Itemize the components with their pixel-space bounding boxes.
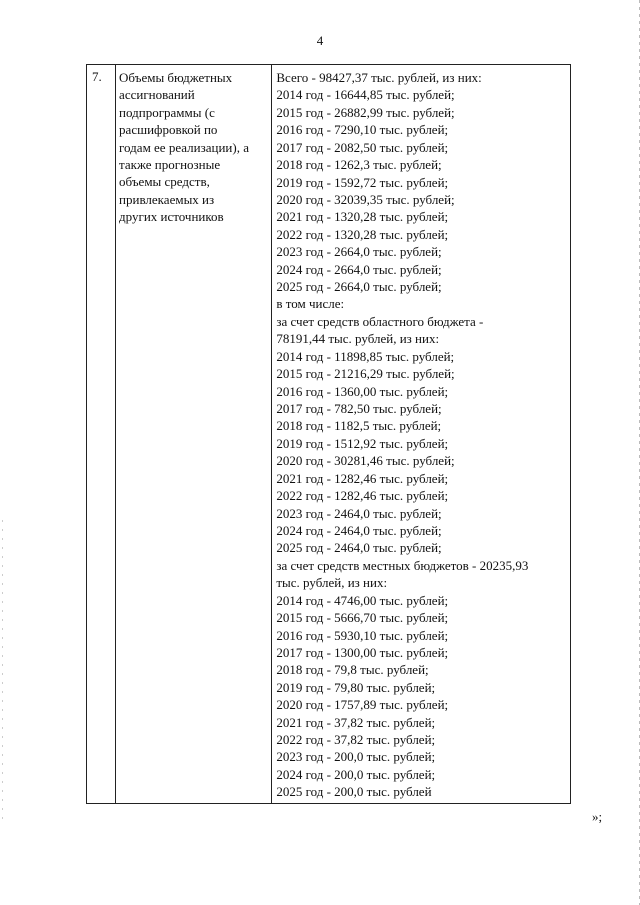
value-line: 2022 год - 1320,28 тыс. рублей; (276, 226, 449, 242)
value-line: 2014 год - 16644,85 тыс. рублей; (276, 87, 455, 103)
value-line: 2025 год - 2664,0 тыс. рублей; (276, 279, 442, 295)
description-line: других источников (119, 209, 224, 225)
budget-table (86, 64, 571, 804)
value-line: 2020 год - 1757,89 тыс. рублей; (276, 697, 449, 713)
value-line: 2024 год - 2464,0 тыс. рублей; (276, 522, 442, 538)
value-line: 2024 год - 200,0 тыс. рублей; (276, 766, 436, 782)
value-line: 2021 год - 1320,28 тыс. рублей; (276, 209, 449, 225)
value-line: 2015 год - 5666,70 тыс. рублей; (276, 610, 449, 626)
description-line: расшифровкой по (119, 122, 218, 138)
value-line: 2025 год - 2464,0 тыс. рублей; (276, 540, 442, 556)
value-line: 2023 год - 2664,0 тыс. рублей; (276, 244, 442, 260)
value-line: 2015 год - 26882,99 тыс. рублей; (276, 104, 455, 120)
value-line: 2017 год - 1300,00 тыс. рублей; (276, 644, 449, 660)
description-line: ассигнований (119, 87, 195, 103)
value-line: 2014 год - 4746,00 тыс. рублей; (276, 592, 449, 608)
value-line: в том числе: (276, 296, 345, 312)
value-line: 2023 год - 200,0 тыс. рублей; (276, 749, 436, 765)
value-line: 2021 год - 1282,46 тыс. рублей; (276, 470, 449, 486)
value-line: 2016 год - 7290,10 тыс. рублей; (276, 122, 449, 138)
value-line: 2014 год - 11898,85 тыс. рублей; (276, 348, 455, 364)
value-line: 2019 год - 1512,92 тыс. рублей; (276, 435, 449, 451)
description-line: также прогнозные (119, 157, 221, 173)
value-line: 2022 год - 37,82 тыс. рублей; (276, 732, 436, 748)
value-line: 78191,44 тыс. рублей, из них: (276, 331, 440, 347)
description-line: подпрограммы (с (119, 104, 215, 120)
description-line: Объемы бюджетных (119, 70, 233, 85)
value-line: за счет средств областного бюджета - (276, 313, 484, 329)
page-number: 4 (316, 33, 324, 48)
description-line: привлекаемых из (119, 191, 215, 207)
value-line: 2024 год - 2664,0 тыс. рублей; (276, 261, 442, 277)
description-line: годам ее реализации), а (119, 139, 249, 155)
value-line: 2020 год - 32039,35 тыс. рублей; (276, 191, 455, 207)
row-description (116, 65, 272, 804)
value-line: 2016 год - 5930,10 тыс. рублей; (276, 627, 449, 643)
value-line: тыс. рублей, из них: (276, 575, 388, 591)
value-line: 2017 год - 2082,50 тыс. рублей; (276, 139, 449, 155)
value-line: за счет средств местных бюджетов - 20235,93 (276, 557, 529, 573)
value-line: Всего - 98427,37 тыс. рублей, из них: (276, 70, 482, 85)
value-line: 2022 год - 1282,46 тыс. рублей; (276, 488, 449, 504)
value-line: 2016 год - 1360,00 тыс. рублей; (276, 383, 449, 399)
value-line: 2021 год - 37,82 тыс. рублей; (276, 714, 436, 730)
value-line: 2019 год - 79,80 тыс. рублей; (276, 679, 436, 695)
value-line: 2020 год - 30281,46 тыс. рублей; (276, 453, 455, 469)
value-line: 2019 год - 1592,72 тыс. рублей; (276, 174, 449, 190)
value-line: 2018 год - 1182,5 тыс. рублей; (276, 418, 442, 434)
value-line: 2018 год - 79,8 тыс. рублей; (276, 662, 429, 678)
closing-mark: »; (592, 809, 603, 824)
value-line: 2017 год - 782,50 тыс. рублей; (276, 401, 442, 417)
scan-edge-left (2, 520, 3, 820)
table-row (87, 65, 571, 804)
value-line: 2018 год - 1262,3 тыс. рублей; (276, 157, 442, 173)
description-line: объемы средств, (119, 174, 210, 190)
value-line: 2025 год - 200,0 тыс. рублей (276, 784, 432, 800)
row-number: 7. (87, 65, 116, 804)
value-line: 2015 год - 21216,29 тыс. рублей; (276, 366, 455, 382)
row-values (272, 65, 571, 804)
value-line: 2023 год - 2464,0 тыс. рублей; (276, 505, 442, 521)
